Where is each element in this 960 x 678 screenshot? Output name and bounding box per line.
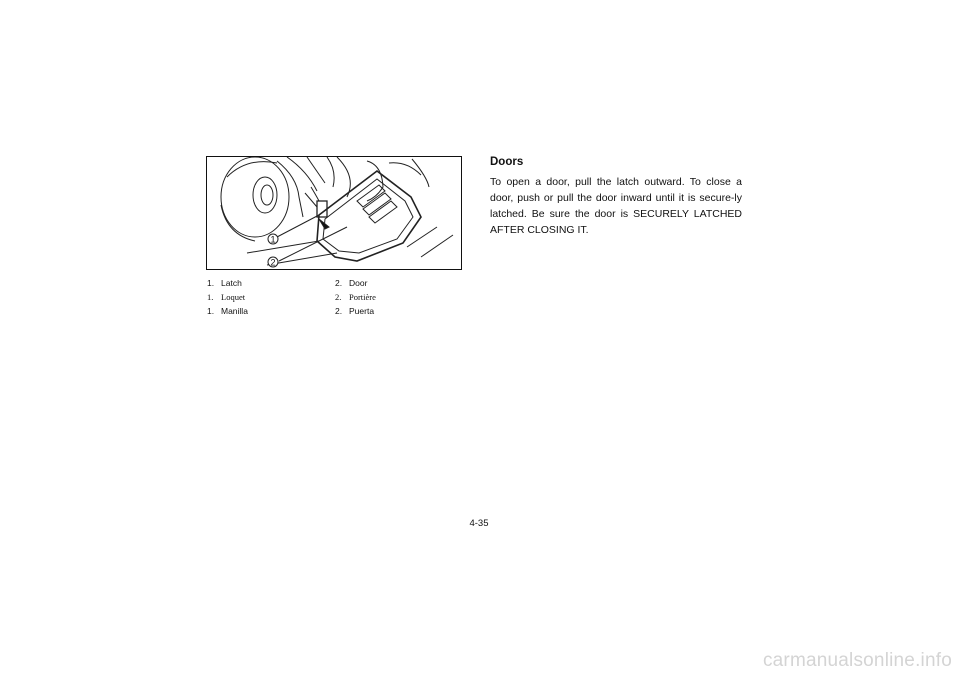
page-number [0,518,960,529]
watermark: carmanualsonline.info [762,650,952,671]
latch-illustration [206,156,462,270]
caption-row-french [207,290,463,304]
caption-row-english [207,276,463,290]
section-body: To open a door, pull the latch outward. To close a door, push or pull the door inward until it is secure-ly latched. Be sure the door is SECURELY LATCHED AFTER CLOSING IT. [490,176,742,236]
caption-text: Manilla [221,306,248,316]
caption-number: 1. [207,278,215,288]
caption-row-spanish [207,304,463,318]
caption-item [335,276,463,290]
caption-text: Door [349,278,368,288]
caption-number: 1. [207,292,214,302]
caption-number: 2. [335,292,342,302]
wheel-drawing [221,157,289,237]
section-title: Doors [490,156,524,168]
caption-number: 2. [335,306,343,316]
caption-text: Portière [349,292,376,302]
caption-text: Loquet [221,292,246,302]
caption-item [207,304,335,318]
callout-1-label: 1 [270,234,276,245]
caption-item [335,290,463,304]
caption-text: Puerta [349,306,375,316]
door-outline [317,171,421,261]
figure-captions [207,276,463,318]
caption-number: 1. [207,306,215,316]
callout-2-label: 2 [270,257,276,268]
caption-item [335,304,463,318]
vehicle-door-drawing [207,157,461,269]
doors-section [490,155,742,238]
caption-number: 2. [335,278,343,288]
caption-text: Latch [221,278,242,288]
caption-item [207,290,335,304]
page-number-text: 4-35 [469,518,489,529]
caption-item [207,276,335,290]
